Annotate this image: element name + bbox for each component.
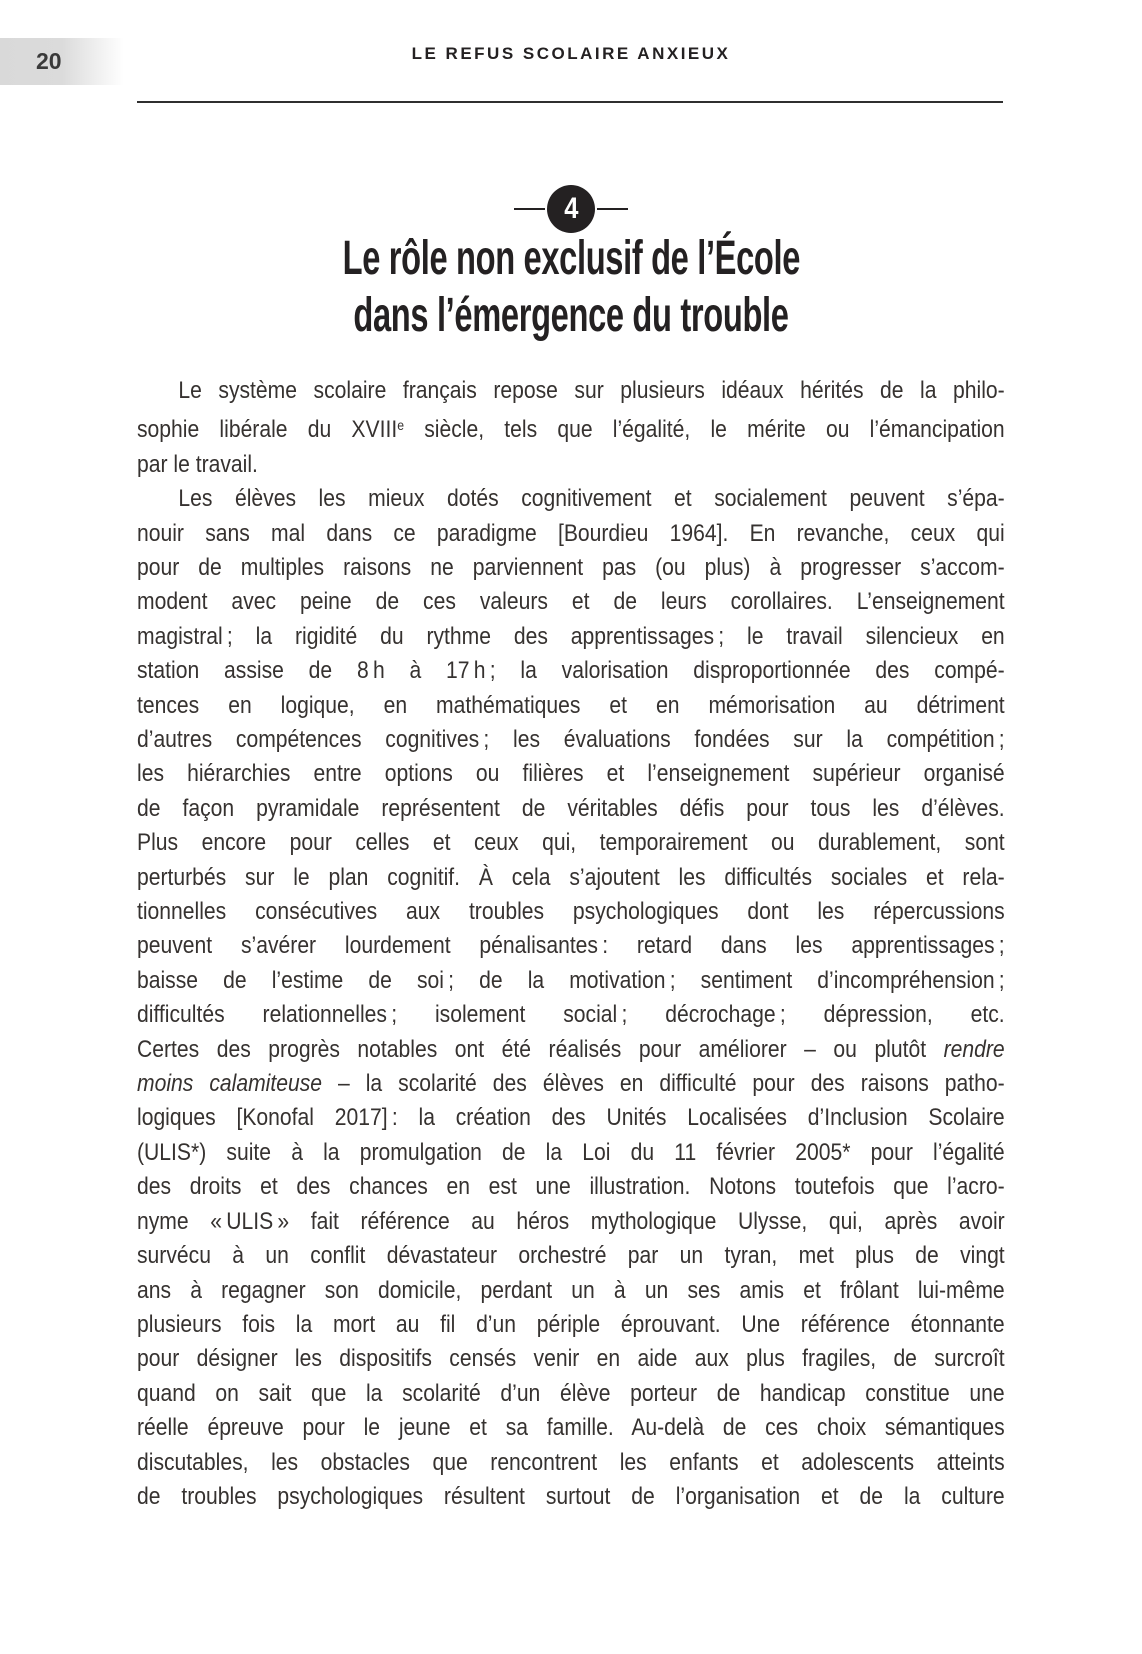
body-text: [137, 374, 1005, 1514]
body-line: [137, 585, 1005, 619]
body-line: [137, 1136, 1005, 1170]
body-text-segment: réelle épreuve pour le jeune et sa famille. Au-delà de ces choix sémantiques: [137, 1414, 1005, 1442]
body-text-segment: des droits et des chances en est une illustration. Notons toutefois que l’acro-: [137, 1173, 1005, 1201]
body-line: [137, 408, 1005, 447]
body-line: [137, 1342, 1005, 1376]
body-text-segment: tionnelles consécutives aux troubles psychologiques dont les répercussions: [137, 898, 1005, 926]
body-text-segment: de façon pyramidale représentent de véritables défis pour tous les d’élèves.: [137, 794, 1005, 822]
body-text-segment: sophie libérale du XVIII: [137, 416, 398, 444]
page-number: 20: [36, 48, 62, 74]
body-line: [137, 1170, 1005, 1204]
body-line: [137, 1274, 1005, 1308]
body-line: [137, 792, 1005, 826]
body-line: [137, 689, 1005, 723]
body-text-segment: plusieurs fois la mort au fil d’un périple éprouvant. Une référence étonnante: [137, 1310, 1005, 1338]
body-text-segment: tences en logique, en mathématiques et en mémorisation au détriment: [137, 691, 1005, 719]
body-line: [137, 448, 1005, 482]
body-text-segment: Plus encore pour celles et ceux qui, temporairement ou durablement, sont: [137, 829, 1005, 857]
header-rule: [137, 101, 1003, 103]
body-text-segment: discutables, les obstacles que rencontrent les enfants et adolescents atteints: [137, 1448, 1005, 1476]
body-text-segment: quand on sait que la scolarité d’un élève porteur de handicap constitue une: [137, 1379, 1005, 1407]
body-text-segment: modent avec peine de ces valeurs et de leurs corollaires. L’enseignement: [137, 588, 1005, 616]
body-text-segment: peuvent s’avérer lourdement pénalisantes : retard dans les apprentissages ;: [137, 932, 1005, 960]
body-text-segment: perturbés sur le plan cognitif. À cela s’ajoutent les difficultés sociales et rela-: [137, 863, 1005, 891]
body-line: [137, 861, 1005, 895]
body-line: [137, 826, 1005, 860]
running-head: LE REFUS SCOLAIRE ANXIEUX: [411, 44, 731, 63]
body-text-segment: logiques [Konofal 2017] : la création des Unités Localisées d’Inclusion Scolaire: [137, 1104, 1005, 1132]
chapter-number-badge: [137, 185, 1005, 233]
badge-circle: [547, 185, 595, 233]
body-text-segment: par le travail.: [137, 450, 258, 478]
body-line: [137, 517, 1005, 551]
body-line: [137, 1239, 1005, 1273]
body-text-segment: nouir sans mal dans ce paradigme [Bourdieu 1964]. En revanche, ceux qui: [137, 519, 1005, 547]
chapter-title-line-2: dans l’émergence du trouble: [353, 289, 789, 342]
body-text-segment: Certes des progrès notables ont été réalisés pour améliorer – ou plutôt: [137, 1035, 944, 1063]
body-line: [137, 929, 1005, 963]
body-text-segment: ans à regagner son domicile, perdant un à un ses amis et frôlant lui-même: [137, 1276, 1005, 1304]
body-line: [137, 620, 1005, 654]
body-line: [137, 482, 1005, 516]
body-line: [137, 1446, 1005, 1480]
body-line: [137, 1411, 1005, 1445]
chapter-number: 4: [563, 192, 579, 225]
body-text-segment: siècle, tels que l’égalité, le mérite ou l’émancipation: [404, 416, 1005, 444]
body-line: [137, 998, 1005, 1032]
body-text-segment: pour de multiples raisons ne parviennent pas (ou plus) à progresser s’accom-: [137, 553, 1005, 581]
body-line: [137, 1067, 1005, 1101]
body-text-segment: Le système scolaire français repose sur plusieurs idéaux hérités de la philo-: [178, 377, 1005, 404]
body-line: [137, 1308, 1005, 1342]
body-text-superscript: e: [397, 417, 405, 434]
body-text-segment: d’autres compétences cognitives ; les évaluations fondées sur la compétition ;: [137, 726, 1005, 754]
body-line: [137, 757, 1005, 791]
body-line: [137, 551, 1005, 585]
body-line: [137, 1033, 1005, 1067]
body-line: [137, 654, 1005, 688]
body-text-segment: – la scolarité des élèves en difficulté pour des raisons patho-: [322, 1070, 1005, 1098]
body-text-segment: nyme « ULIS » fait référence au héros mythologique Ulysse, qui, après avoir: [137, 1207, 1005, 1235]
body-line: [137, 895, 1005, 929]
chapter-title-line-1: Le rôle non exclusif de l’École: [342, 232, 800, 285]
body-text-segment: Les élèves les mieux dotés cognitivement et socialement peuvent s’épa-: [178, 485, 1005, 513]
body-line: [137, 723, 1005, 757]
badge-left-dash: [514, 208, 545, 210]
page-number-block: [0, 38, 124, 85]
body-text-segment: baisse de l’estime de soi ; de la motivation ; sentiment d’incompréhension ;: [137, 966, 1005, 994]
body-line: [137, 374, 1005, 408]
body-line: [137, 1101, 1005, 1135]
body-text-segment: magistral ; la rigidité du rythme des apprentissages ; le travail silencieux en: [137, 622, 1005, 650]
body-text-segment: difficultés relationnelles ; isolement social ; décrochage ; dépression, etc.: [137, 1001, 1005, 1029]
chapter-title: [137, 230, 1005, 344]
body-text-italic: rendre: [943, 1035, 1005, 1063]
body-text-segment: les hiérarchies entre options ou filières et l’enseignement supérieur organisé: [137, 760, 1005, 788]
body-text-segment: station assise de 8 h à 17 h ; la valorisation disproportionnée des compé-: [137, 657, 1005, 685]
body-text-segment: (ULIS*) suite à la promulgation de la Loi du 11 février 2005* pour l’égalité: [137, 1138, 1005, 1166]
body-line: [137, 964, 1005, 998]
badge-right-dash: [597, 208, 628, 210]
body-text-segment: survécu à un conflit dévastateur orchestré par un tyran, met plus de vingt: [137, 1242, 1005, 1270]
body-text-segment: pour désigner les dispositifs censés venir en aide aux plus fragiles, de surcroît: [137, 1345, 1005, 1373]
body-text-italic: moins calamiteuse: [137, 1070, 323, 1098]
body-line: [137, 1205, 1005, 1239]
body-line: [137, 1377, 1005, 1411]
body-text-segment: de troubles psychologiques résultent surtout de l’organisation et de la culture: [137, 1482, 1005, 1510]
body-line: [137, 1480, 1005, 1514]
